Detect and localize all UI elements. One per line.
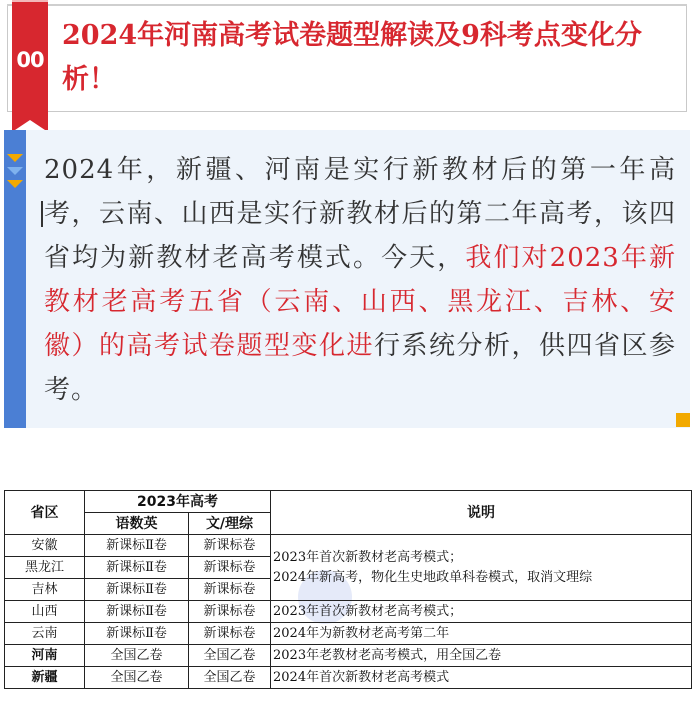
table-row [5,623,692,645]
intro-text-highlight: 我们对2023年新教材老高考五省（云南、山西、黑龙江、吉林、安徽）的高考试卷题型变化进 [44,243,676,361]
cell-paper-a: 全国乙卷 [85,667,189,689]
cell-paper-b: 新课标卷 [189,557,271,579]
note-line: 2023年首次新教材老高考模式； [273,549,463,565]
cell-province: 云南 [5,623,85,645]
cell-province: 山西 [5,601,85,623]
note-line: 2024年新高考，物化生史地政单科卷模式，取消文理综 [273,569,593,585]
exam-table [4,490,692,689]
cell-note: 2024年首次新教材老高考模式 [271,667,692,689]
table-row [5,667,692,689]
cell-province: 黑龙江 [5,557,85,579]
cell-paper-b: 新课标卷 [189,535,271,557]
cell-note-group [271,535,692,601]
title-box-top-border [7,4,687,6]
header-exam-group: 2023年高考 [85,491,271,513]
cell-paper-b: 全国乙卷 [189,645,271,667]
cell-paper-a: 新课标Ⅱ卷 [85,601,189,623]
header-subject-1: 语数英 [85,513,189,535]
table-row [5,535,692,557]
cell-note: 2023年首次新教材老高考模式； [271,601,692,623]
cell-note: 2023年老教材老高考模式，用全国乙卷 [271,645,692,667]
text-cursor [41,201,43,227]
table-row [5,645,692,667]
chevron-down-icon [7,180,23,188]
cell-paper-a: 新课标Ⅱ卷 [85,557,189,579]
intro-text-normal: 2024年，新疆、河南是实行新教材后的第一年高考，云南、山西是实行新教材后的第二年高考，该四省均为新教材老高考模式。今天， [44,155,676,273]
article-title: 2024年河南高考试卷题型解读及9科考点变化分析！ [62,20,642,95]
intro-paragraph [44,148,676,412]
chevron-down-icon [7,167,23,175]
table-row [5,601,692,623]
header-province: 省区 [5,491,85,535]
cell-paper-a: 新课标Ⅱ卷 [85,535,189,557]
cell-paper-a: 新课标Ⅱ卷 [85,579,189,601]
cell-note: 2024年为新教材老高考第二年 [271,623,692,645]
corner-decoration [676,413,690,427]
header-note: 说明 [271,491,692,535]
cell-province: 新疆 [5,667,85,689]
cell-paper-b: 新课标卷 [189,579,271,601]
cell-province: 吉林 [5,579,85,601]
header-subject-2: 文/理综 [189,513,271,535]
cell-paper-b: 新课标卷 [189,601,271,623]
chevron-down-icon [7,154,23,162]
cell-paper-a: 新课标Ⅱ卷 [85,623,189,645]
cell-paper-b: 全国乙卷 [189,667,271,689]
cell-paper-b: 新课标卷 [189,623,271,645]
cell-province: 安徽 [5,535,85,557]
cell-province: 河南 [5,645,85,667]
section-number: 00 [16,48,44,72]
cell-paper-a: 全国乙卷 [85,645,189,667]
intro-text-tail: 行系统分析，供四省区参考。 [44,331,676,405]
